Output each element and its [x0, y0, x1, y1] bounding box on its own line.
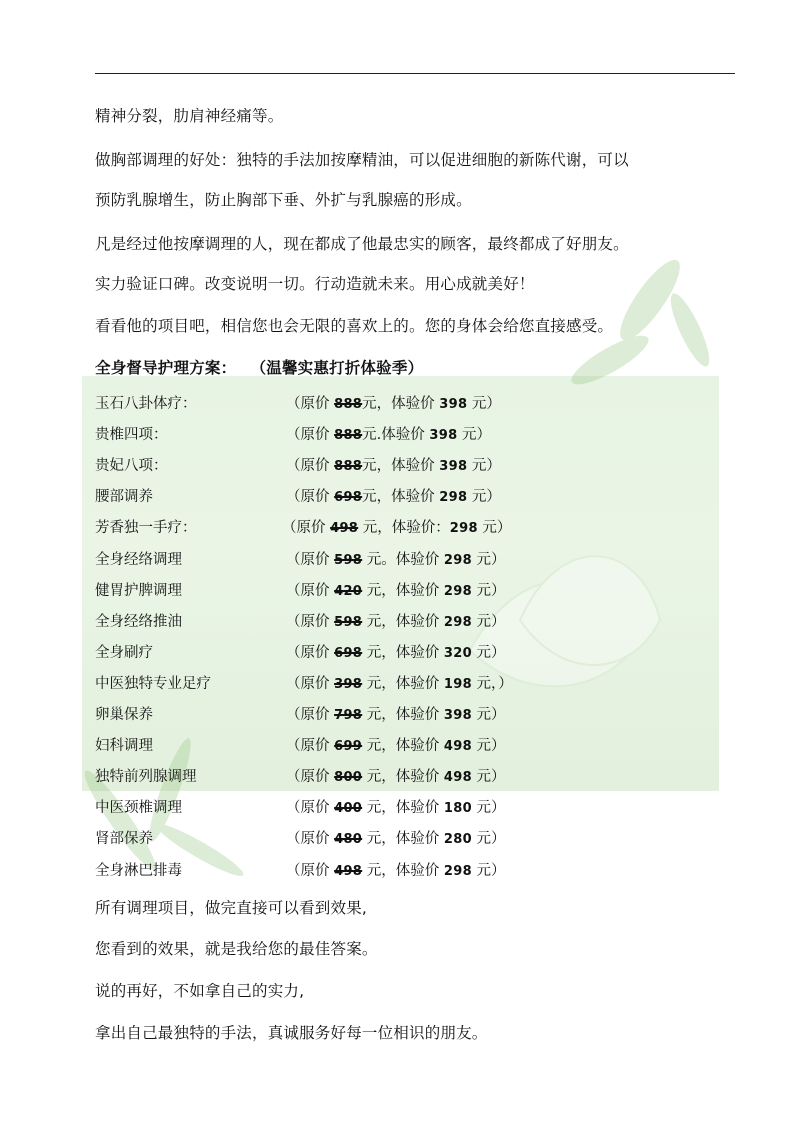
service-price: [282, 518, 511, 539]
service-price: [286, 643, 506, 664]
original-price: 798: [334, 708, 363, 723]
price-close: 元）: [467, 458, 501, 474]
original-price: 888: [334, 459, 363, 474]
price-mid: 元，体验价: [362, 738, 444, 754]
service-row: [95, 487, 715, 507]
plan-heading: [95, 358, 423, 378]
trial-price: 320: [443, 646, 472, 661]
original-price: 598: [334, 615, 363, 630]
price-mid: 元，体验价: [362, 831, 444, 847]
original-price: 480: [334, 832, 363, 847]
plan-subtitle: （温馨实惠打折体验季）: [258, 359, 424, 377]
original-price: 598: [334, 553, 363, 568]
original-price: 400: [334, 801, 363, 816]
price-mid: 元，体验价: [362, 614, 444, 630]
trial-price: 498: [443, 770, 472, 785]
trial-price: 298: [443, 584, 472, 599]
service-name: 中医独特专业足疗: [95, 676, 211, 692]
original-price: 498: [330, 521, 359, 536]
trial-price: 398: [429, 428, 458, 443]
original-price: 699: [334, 739, 363, 754]
service-price: [286, 798, 506, 819]
original-price: 498: [334, 864, 363, 879]
service-name: 肾部保养: [95, 831, 153, 847]
intro-line: 预防乳腺增生，防止胸部下垂、外扩与乳腺癌的形成。: [95, 191, 472, 209]
trial-price: 198: [443, 677, 472, 692]
service-row: [95, 643, 715, 663]
service-name: 妇科调理: [95, 738, 153, 754]
service-name: 玉石八卦体疗：: [95, 396, 197, 412]
trial-price: 498: [443, 739, 472, 754]
service-name: 中医颈椎调理: [95, 800, 182, 816]
service-row: [95, 798, 715, 818]
price-open: （原价: [286, 614, 335, 630]
service-name: 芳香独一手疗：: [95, 520, 197, 536]
plan-title: 全身督导护理方案：: [95, 359, 237, 377]
price-open: （原价: [282, 520, 331, 536]
price-open: （原价: [286, 676, 335, 692]
price-open: （原价: [286, 863, 335, 879]
service-row: [95, 550, 715, 570]
price-open: （原价: [286, 800, 335, 816]
service-row: [95, 518, 715, 538]
service-row: [95, 705, 715, 725]
service-price: [286, 550, 506, 571]
price-mid: 元，体验价: [362, 676, 444, 692]
price-close: 元）: [477, 520, 512, 536]
price-open: （原价: [286, 489, 335, 505]
price-close: 元）: [471, 707, 506, 723]
price-mid: 元，体验价: [362, 645, 444, 661]
service-row: [95, 674, 715, 694]
original-price: 800: [334, 770, 363, 785]
service-name: 全身经络调理: [95, 552, 182, 568]
price-close: 元）: [471, 738, 506, 754]
intro-line: 凡是经过他按摩调理的人，现在都成了他最忠实的顾客，最终都成了好朋友。: [95, 235, 629, 253]
service-row: [95, 456, 715, 476]
price-mid: 元，体验价: [362, 458, 440, 474]
service-price: [286, 767, 506, 788]
price-mid: 元，体验价: [362, 396, 440, 412]
price-mid: 元，体验价: [362, 489, 440, 505]
price-close: 元）: [471, 552, 506, 568]
service-price: [286, 736, 506, 757]
service-price: [286, 612, 506, 633]
intro-line: 做胸部调理的好处：独特的手法加按摩精油，可以促进细胞的新陈代谢，可以: [95, 151, 629, 169]
original-price: 698: [334, 646, 363, 661]
service-name: 健胃护脾调理: [95, 583, 182, 599]
price-open: （原价: [286, 831, 335, 847]
price-mid: 元。体验价: [362, 552, 444, 568]
service-price: [286, 581, 506, 602]
service-price: [286, 456, 501, 477]
original-price: 420: [334, 584, 363, 599]
price-open: （原价: [286, 552, 335, 568]
trial-price: 180: [443, 801, 472, 816]
trial-price: 298: [443, 553, 472, 568]
intro-line: 看看他的项目吧，相信您也会无限的喜欢上的。您的身体会给您直接感受。: [95, 317, 614, 335]
price-mid: 元，体验价: [362, 863, 444, 879]
price-mid: 元.体验价: [362, 427, 430, 443]
service-name: 全身经络推油: [95, 614, 182, 630]
closing-line: 您看到的效果，就是我给您的最佳答案。: [95, 940, 378, 958]
intro-line: 实力验证口碑。改变说明一切。行动造就未来。用心成就美好！: [95, 275, 535, 293]
trial-price: 398: [439, 397, 468, 412]
price-open: （原价: [286, 583, 335, 599]
service-row: [95, 581, 715, 601]
price-open: （原价: [286, 458, 335, 474]
service-name: 腰部调养: [95, 489, 153, 505]
original-price: 398: [334, 677, 363, 692]
service-name: 全身淋巴排毒: [95, 863, 182, 879]
closing-line: 说的再好，不如拿自己的实力,: [95, 982, 305, 1000]
closing-line: 拿出自己最独特的手法，真诚服务好每一位相识的朋友。: [95, 1024, 488, 1042]
trial-price: 280: [443, 832, 472, 847]
service-price: [286, 674, 513, 695]
original-price: 888: [334, 428, 363, 443]
intro-line: 精神分裂，肋肩神经痛等。: [95, 107, 284, 125]
price-close: 元）: [471, 863, 506, 879]
price-close: 元，）: [471, 676, 513, 692]
price-open: （原价: [286, 645, 335, 661]
service-name: 贵妃八项：: [95, 458, 168, 474]
service-price: [286, 829, 506, 850]
service-row: [95, 767, 715, 787]
price-close: 元）: [471, 583, 506, 599]
service-price: [286, 394, 501, 415]
service-name: 独特前列腺调理: [95, 769, 197, 785]
trial-price: 398: [443, 708, 472, 723]
service-row: [95, 829, 715, 849]
service-row: [95, 861, 715, 881]
price-mid: 元，体验价: [362, 800, 444, 816]
original-price: 698: [334, 490, 363, 505]
price-open: （原价: [286, 427, 335, 443]
price-close: 元）: [457, 427, 492, 443]
price-mid: 元，体验价: [362, 583, 444, 599]
service-price: [286, 425, 491, 446]
service-name: 卵巢保养: [95, 707, 153, 723]
price-close: 元）: [467, 489, 501, 505]
original-price: 888: [334, 397, 363, 412]
service-name: 全身刷疗: [95, 645, 153, 661]
service-row: [95, 425, 715, 445]
service-row: [95, 612, 715, 632]
trial-price: 398: [439, 459, 468, 474]
price-close: 元）: [471, 831, 506, 847]
price-open: （原价: [286, 769, 335, 785]
header-rule: [95, 73, 735, 74]
trial-price: 298: [439, 490, 468, 505]
price-close: 元）: [467, 396, 501, 412]
price-close: 元）: [471, 769, 506, 785]
service-row: [95, 736, 715, 756]
closing-line: 所有调理项目，做完直接可以看到效果,: [95, 899, 368, 917]
service-row: [95, 394, 715, 414]
price-open: （原价: [286, 738, 335, 754]
trial-price: 298: [443, 615, 472, 630]
price-mid: 元，体验价：: [358, 520, 450, 536]
price-mid: 元，体验价: [362, 769, 444, 785]
price-open: （原价: [286, 396, 335, 412]
trial-price: 298: [449, 521, 478, 536]
price-mid: 元，体验价: [362, 707, 444, 723]
service-name: 贵椎四项：: [95, 427, 168, 443]
price-open: （原价: [286, 707, 335, 723]
price-close: 元）: [471, 800, 506, 816]
price-close: 元）: [471, 645, 506, 661]
trial-price: 298: [443, 864, 472, 879]
service-price: [286, 487, 501, 508]
service-price: [286, 861, 506, 882]
service-price: [286, 705, 506, 726]
price-close: 元）: [471, 614, 506, 630]
